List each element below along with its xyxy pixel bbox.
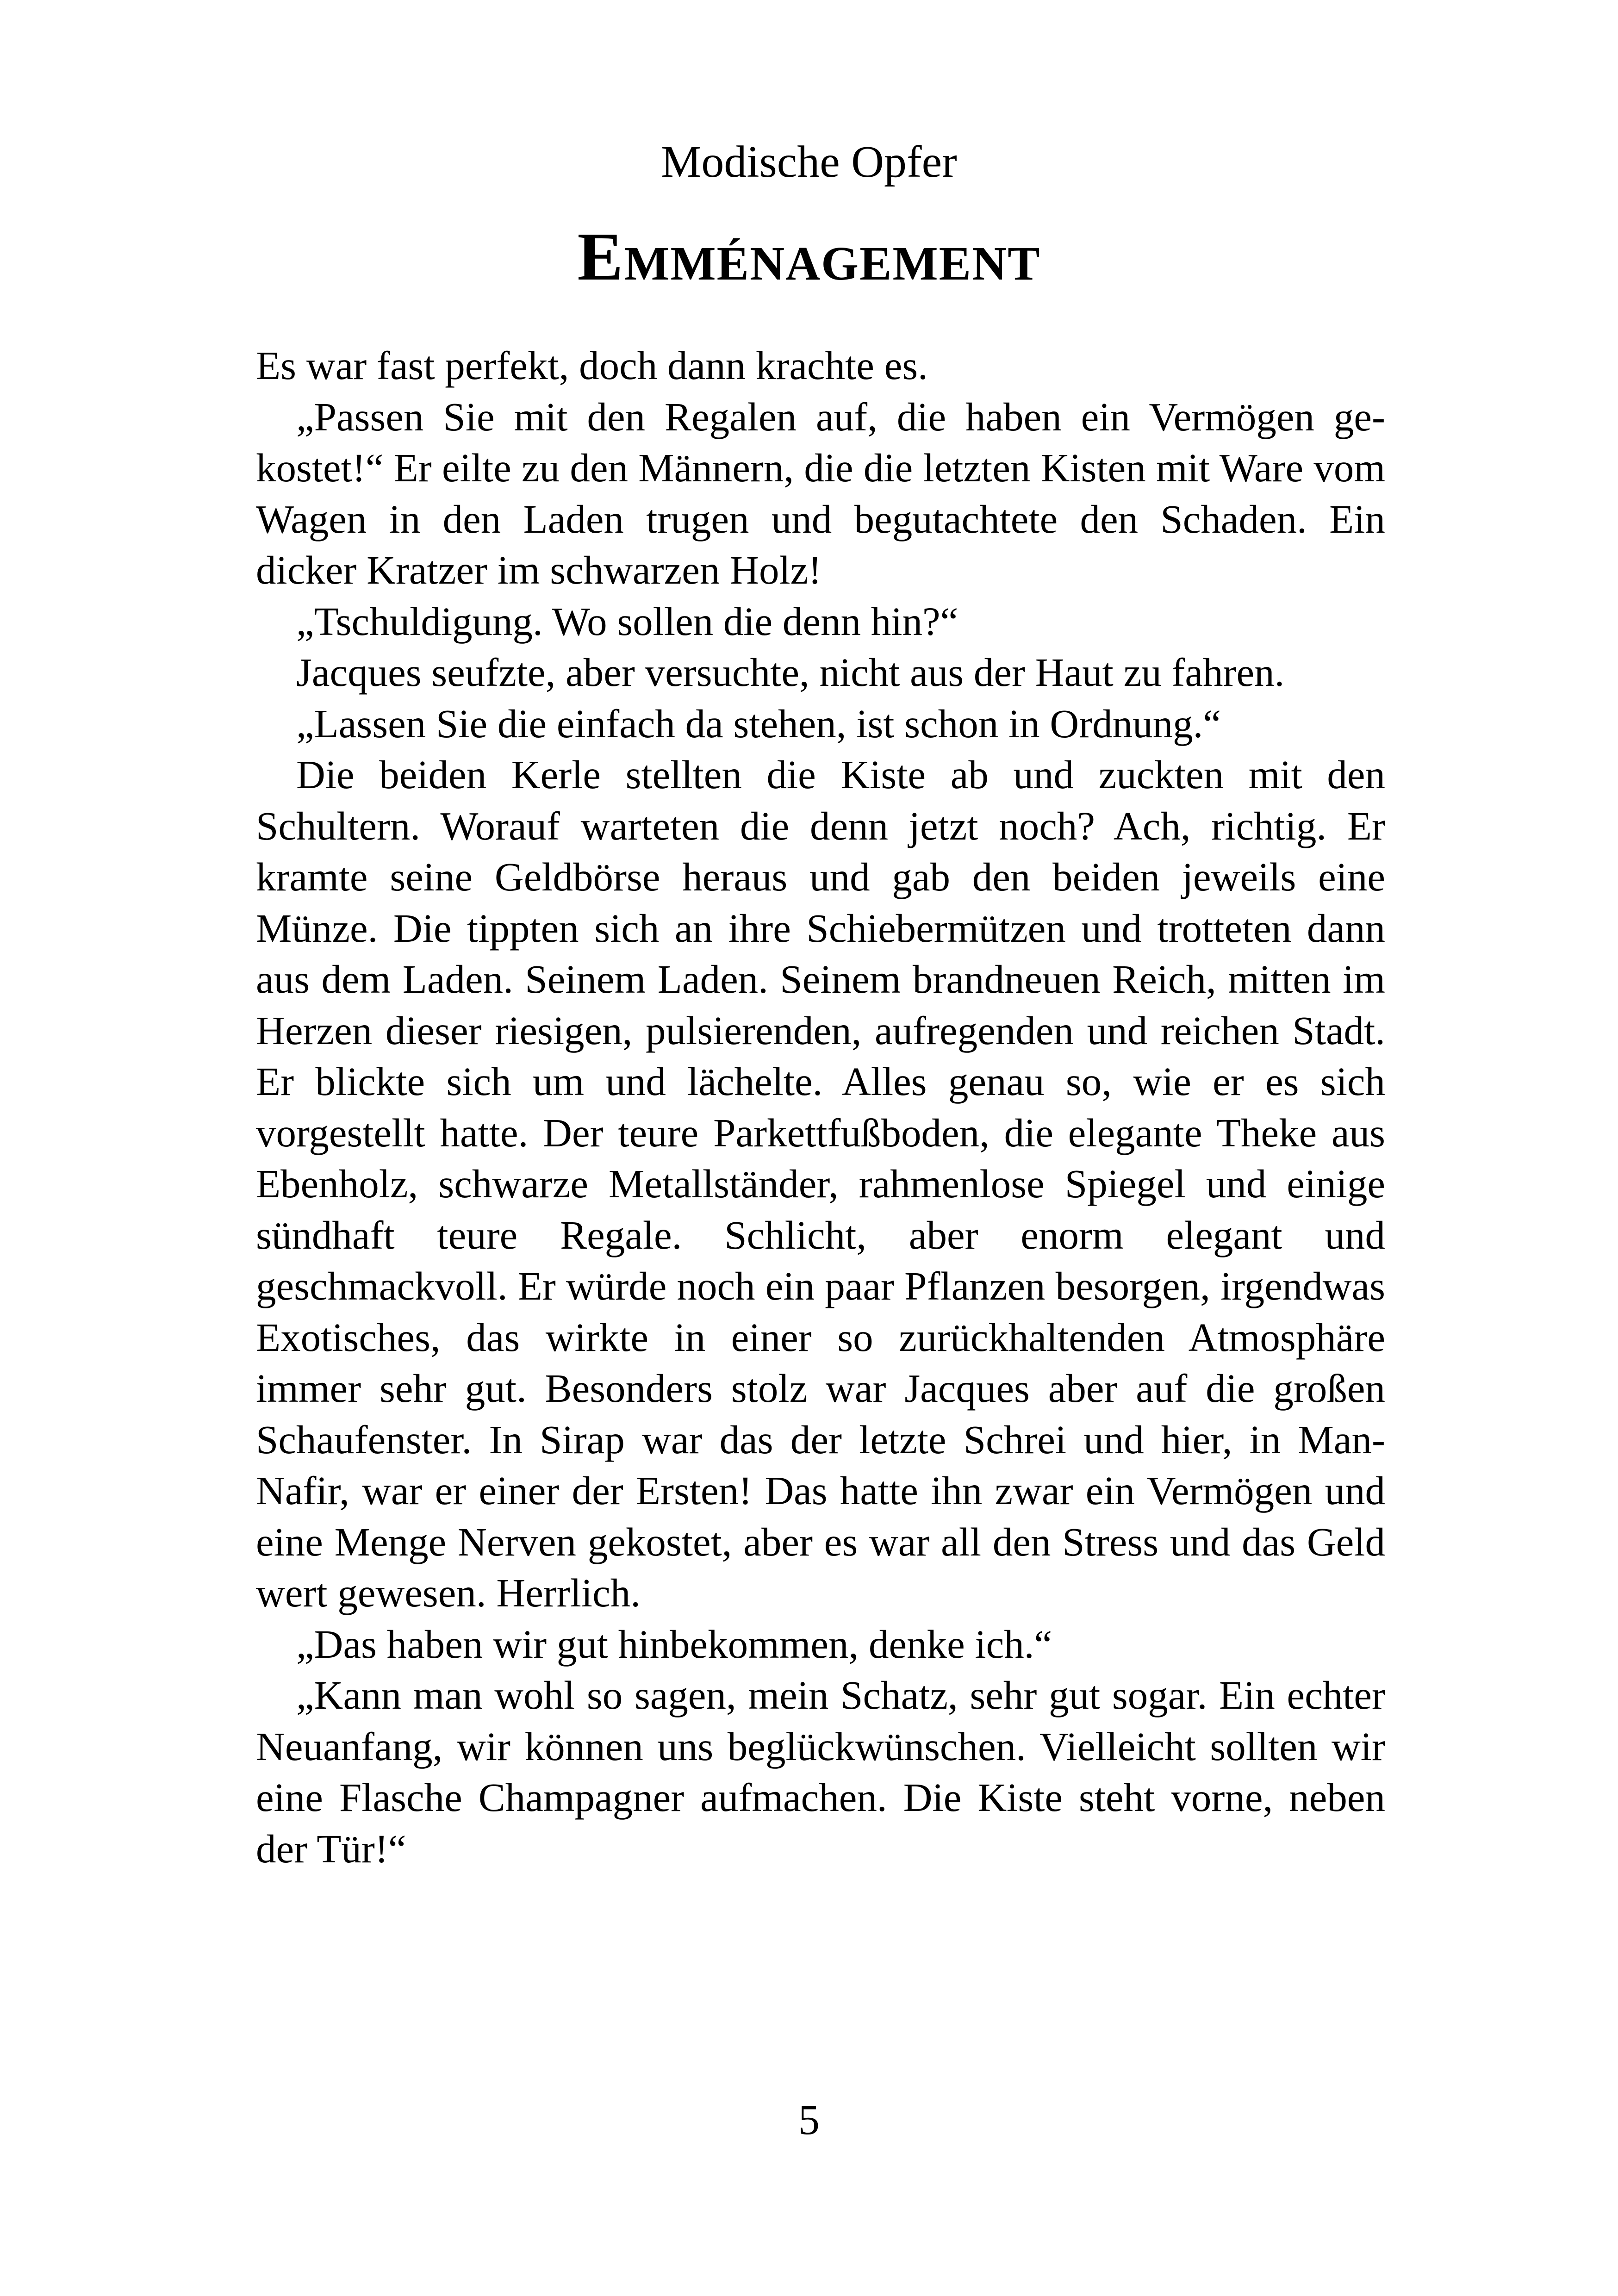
paragraph: „Lassen Sie die einfach da stehen, ist schon in Ordnung.“ — [296, 701, 1221, 746]
paragraph: „Passen Sie mit den Regalen auf, die haben ein Vermögen gekostet!“ Er eilte zu den Männern, die die letzten Kisten mit Ware vom Wagen in den Laden trugen und begutachtete den Schaden. Ein dicker Kratzer im schwarzen Holz! — [256, 394, 1385, 592]
paragraph: Es war fast perfekt, doch dann krachte es. — [256, 343, 928, 388]
paragraph: „Das haben wir gut hinbekommen, denke ich.“ — [296, 1621, 1052, 1667]
body-text — [256, 340, 1385, 1874]
paragraph: Die beiden Kerle stellten die Kiste ab und zuckten mit den Schultern. Worauf warteten die denn jetzt noch? Ach, richtig. Er kramte seine Geldbörse heraus und gab den beiden jeweils eine Münze. Die tippten sich an ihre Schiebermützen und trotteten dann aus dem Laden. Seinem Laden. Seinem brandneuen Reich, mitten im Herzen dieser riesigen, pulsierenden, aufregenden und reichen Stadt. Er blickte sich um und lächelte. Alles genau so, wie er es sich vorgestellt hatte. Der teure Parkettfußboden, die elegante Theke aus Ebenholz, schwarze Metallständer, rahmenlose Spiegel und einige sündhaft teure Regale. Schlicht, aber enorm elegant und geschmackvoll. Er würde noch ein paar Pflanzen besorgen, irgendwas Exotisches, das wirkte in einer so zurückhaltenden Atmosphäre immer sehr gut. Besonders stolz war Jacques aber auf die großen Schaufenster. In Sirap war das der letzte Schrei und hier, in Man-Nafir, war er einer der Ersten! Das hatte ihn zwar ein Vermögen und eine Menge Nerven gekostet, aber es war all den Stress und das Geld wert gewesen. Herrlich. — [256, 752, 1385, 1615]
chapter-title: Emménagement — [577, 219, 1041, 295]
paragraph: „Tschuldigung. Wo sollen die denn hin?“ — [296, 598, 958, 644]
book-title: Modische Opfer — [661, 137, 957, 187]
paragraph: „Kann man wohl so sagen, mein Schatz, sehr gut sogar. Ein echter Neuanfang, wir können uns beglückwünschen. Vielleicht sollten wir eine Flasche Champagner aufmachen. Die Kiste steht vorne, neben der Tür!“ — [256, 1673, 1385, 1871]
paragraph: Jacques seufzte, aber versuchte, nicht aus der Haut zu fahren. — [296, 650, 1285, 695]
page-number: 5 — [798, 2096, 820, 2143]
